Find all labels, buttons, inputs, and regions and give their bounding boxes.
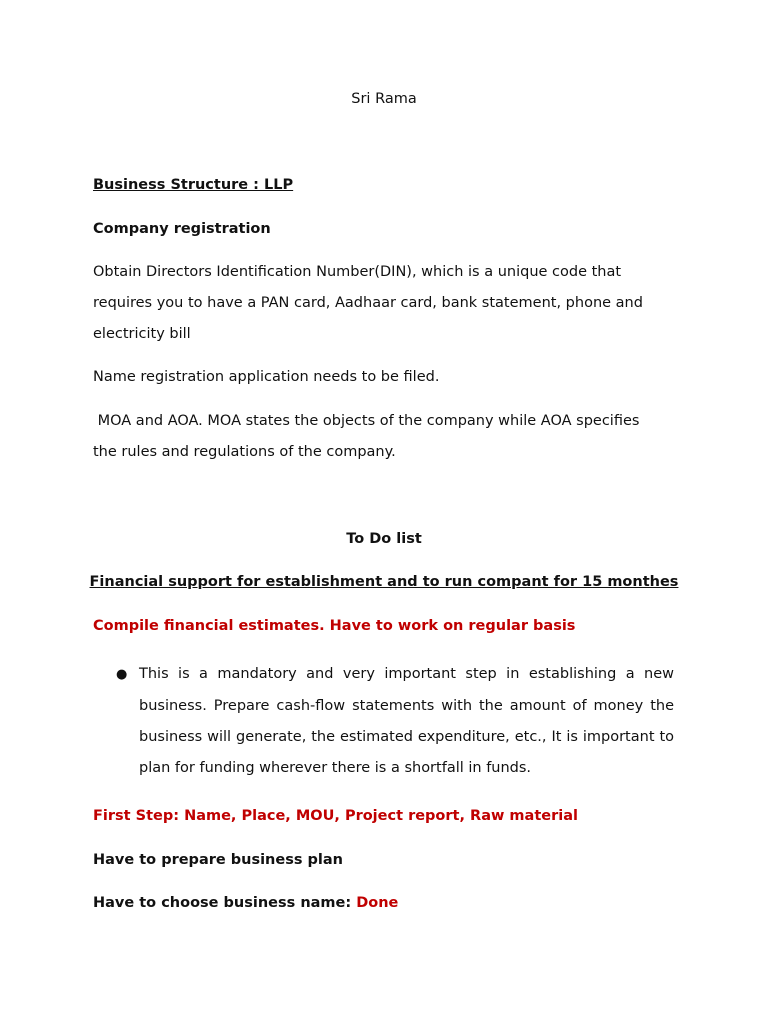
- bullet-line-4: plan for funding wherever there is a shortfall in funds.: [139, 760, 532, 776]
- bullet-icon: ●: [116, 667, 128, 682]
- choose-name-label: Have to choose business name:: [93, 895, 357, 911]
- din-paragraph-line-2: requires you to have a PAN card, Aadhaar card, bank statement, phone and: [93, 295, 643, 311]
- din-paragraph-line-1: Obtain Directors Identification Number(DIN), which is a unique code that: [93, 264, 622, 280]
- moa-paragraph-line-2: the rules and regulations of the company.: [93, 444, 396, 460]
- financial-support-heading: Financial support for establishment and to run compant for 15 monthes: [89, 574, 679, 590]
- business-plan-line: Have to prepare business plan: [93, 852, 343, 868]
- company-registration-heading: Company registration: [93, 221, 271, 237]
- moa-paragraph-line-1: MOA and AOA. MOA states the objects of the company while AOA specifies: [93, 413, 640, 429]
- choose-name-status: Done: [356, 895, 399, 911]
- choose-name-line: [93, 894, 398, 912]
- bullet-line-1: This is a mandatory and very important step in establishing a new: [139, 666, 674, 682]
- din-paragraph-line-3: electricity bill: [93, 326, 191, 342]
- document-title: Sri Rama: [351, 91, 417, 107]
- compile-estimates-heading: Compile financial estimates. Have to work on regular basis: [93, 618, 576, 634]
- bullet-line-3: business will generate, the estimated expenditure, etc., It is important to: [139, 729, 674, 745]
- name-registration-paragraph: Name registration application needs to be filed.: [93, 369, 440, 385]
- first-step-heading: First Step: Name, Place, MOU, Project report, Raw material: [93, 808, 578, 824]
- business-structure-heading: Business Structure : LLP: [93, 177, 294, 193]
- todo-heading: To Do list: [346, 531, 422, 547]
- bullet-line-2: business. Prepare cash-flow statements with the amount of money the: [139, 698, 674, 714]
